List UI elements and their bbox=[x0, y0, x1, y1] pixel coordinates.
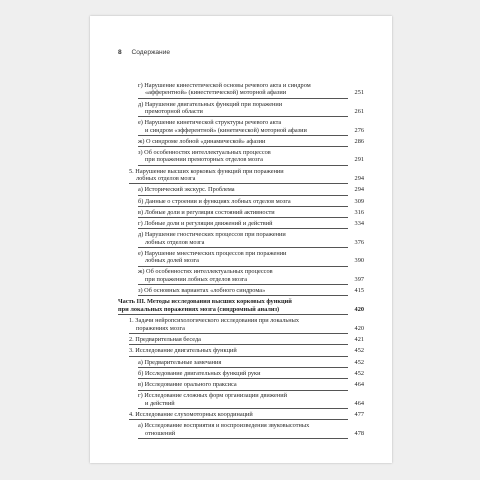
toc-entry-text: г) Нарушение кинестетической основы речевого акта и синдром bbox=[138, 82, 311, 89]
toc-entry-text: е) Нарушение кинетической структуры речевого акта bbox=[138, 119, 282, 127]
toc-entry-text: «афферентной» (кинестетической) моторной афазии bbox=[145, 89, 287, 97]
toc-page-number: 464 bbox=[354, 381, 364, 389]
toc-entry-text: а) Исторический экскурс. Проблема bbox=[138, 186, 235, 194]
toc-entry-text: б) Данные о строении и функциях лобных отделов мозга bbox=[138, 197, 291, 205]
toc-divider bbox=[138, 295, 348, 296]
toc-entry-text: е) Нарушение мнестических процессов при поражении bbox=[138, 249, 287, 257]
toc-page-number: 291 bbox=[354, 156, 364, 164]
toc-page-number: 452 bbox=[354, 358, 364, 366]
toc-entry-text: г) Лобные доли и регуляция движений и действий bbox=[138, 220, 273, 227]
toc-entry-text: в) Лобные доли и регуляция состояний активности bbox=[138, 208, 275, 216]
toc-page-number: 478 bbox=[354, 429, 364, 437]
toc-entry-text: лобных долей мозга bbox=[145, 257, 199, 265]
toc-entry-text: и действий bbox=[145, 399, 175, 407]
toc-page-number: 251 bbox=[354, 89, 364, 97]
toc-divider bbox=[129, 333, 348, 334]
toc-entry-text: поражениях мозга bbox=[136, 324, 185, 332]
toc-divider bbox=[138, 390, 348, 391]
toc-entry-text: отношений bbox=[145, 429, 176, 437]
toc-divider bbox=[138, 195, 348, 196]
toc-divider bbox=[138, 116, 348, 117]
toc-divider bbox=[138, 165, 348, 166]
toc-entry-text: з) Об особенностях интеллектуальных процессов bbox=[138, 149, 271, 156]
toc-entry-text: в) Исследование орального праксиса bbox=[138, 381, 237, 389]
toc-divider bbox=[138, 228, 348, 229]
toc-entry-text: б) Исследование двигательных функций руки bbox=[138, 370, 261, 377]
toc-page-number: 261 bbox=[354, 108, 364, 115]
toc-divider bbox=[138, 146, 348, 147]
toc-page-number: 415 bbox=[354, 287, 364, 294]
toc-page-number: 334 bbox=[354, 220, 364, 227]
toc-divider bbox=[138, 217, 348, 218]
toc-entry-text: ж) Об особенностях интеллектуальных процессов bbox=[138, 268, 273, 276]
toc-page-number: 397 bbox=[354, 275, 364, 283]
toc-entry-text: лобных отделов мозга bbox=[136, 175, 196, 182]
toc-divider bbox=[138, 135, 348, 136]
toc-page-number: 294 bbox=[354, 186, 364, 194]
toc-page-number: 390 bbox=[354, 257, 364, 265]
toc-divider bbox=[138, 206, 348, 207]
toc-page-number: 452 bbox=[354, 370, 364, 377]
toc-page-number: 420 bbox=[354, 324, 364, 332]
toc-page-number: 477 bbox=[354, 411, 364, 418]
toc-entry-text: з) Об основных вариантах «лобного синдрома» bbox=[138, 287, 266, 294]
toc-divider bbox=[138, 98, 348, 99]
toc-entry-text: при поражении лобных отделов мозга bbox=[145, 275, 248, 283]
toc-divider bbox=[138, 266, 348, 267]
toc-divider bbox=[138, 247, 348, 248]
toc-entry-text: премоторной области bbox=[145, 108, 203, 115]
toc-divider bbox=[129, 344, 348, 345]
toc-entry-text: 3. Исследование двигательных функций bbox=[129, 347, 237, 355]
toc-page-number: 276 bbox=[354, 126, 364, 134]
running-title: Содержание bbox=[131, 49, 171, 56]
page-number: 8 bbox=[118, 49, 122, 56]
toc-divider bbox=[138, 284, 348, 285]
toc-page-number: 294 bbox=[354, 175, 364, 182]
toc-entry-text: д) Нарушение гностических процессов при поражении bbox=[138, 231, 286, 239]
toc-page-number: 464 bbox=[354, 399, 364, 407]
toc-page-number: 309 bbox=[354, 197, 364, 205]
toc-divider bbox=[138, 408, 348, 409]
toc-entry-text: при локальных поражениях мозга (синдромный анализ) bbox=[118, 305, 280, 313]
toc-entry-text: и синдром «эфферентной» (кинетической) моторной афазии bbox=[145, 126, 307, 134]
toc-page-number: 420 bbox=[354, 305, 364, 313]
toc-entry-text: ж) О синдроме лобной «динамической» афазии bbox=[138, 137, 266, 145]
toc-entry-text: д) Нарушение двигательных функций при поражении bbox=[138, 100, 283, 108]
toc-page-number: 421 bbox=[354, 336, 364, 343]
toc-page-number: 286 bbox=[354, 137, 364, 145]
toc-entry-text: Часть III. Методы исследования высших корковых функций bbox=[118, 298, 292, 306]
toc-entry-text: 2. Предварительная беседа bbox=[129, 336, 201, 343]
toc-divider bbox=[129, 356, 348, 357]
toc-divider bbox=[138, 367, 348, 368]
toc-divider bbox=[118, 314, 348, 315]
toc-page-number: 316 bbox=[354, 208, 364, 216]
toc-divider bbox=[138, 438, 348, 439]
toc-entry-text: 4. Исследование слухомоторных координаций bbox=[129, 411, 253, 418]
toc-page-number: 452 bbox=[354, 347, 364, 355]
document-page bbox=[90, 16, 392, 463]
toc-page-number: 376 bbox=[354, 238, 364, 246]
toc-entry-text: лобных отделов мозга bbox=[145, 238, 205, 246]
table-of-contents bbox=[90, 16, 392, 463]
toc-entry-text: г) Исследование сложных форм организации движений bbox=[138, 392, 287, 400]
toc-entry-text: 5. Нарушение высших корковых функций при поражении bbox=[129, 167, 284, 175]
toc-divider bbox=[129, 419, 348, 420]
toc-entry-text: а) Предварительные замечания bbox=[138, 358, 222, 366]
toc-entry-text: 1. Задачи нейропсихологического исследования при локальных bbox=[129, 317, 300, 325]
toc-entry-text: при поражении премоторных отделов мозга bbox=[145, 156, 263, 164]
toc-divider bbox=[129, 183, 348, 184]
toc-entry-text: а) Исследование восприятия и воспроизведения звуковысотных bbox=[138, 422, 310, 430]
toc-divider bbox=[138, 378, 348, 379]
